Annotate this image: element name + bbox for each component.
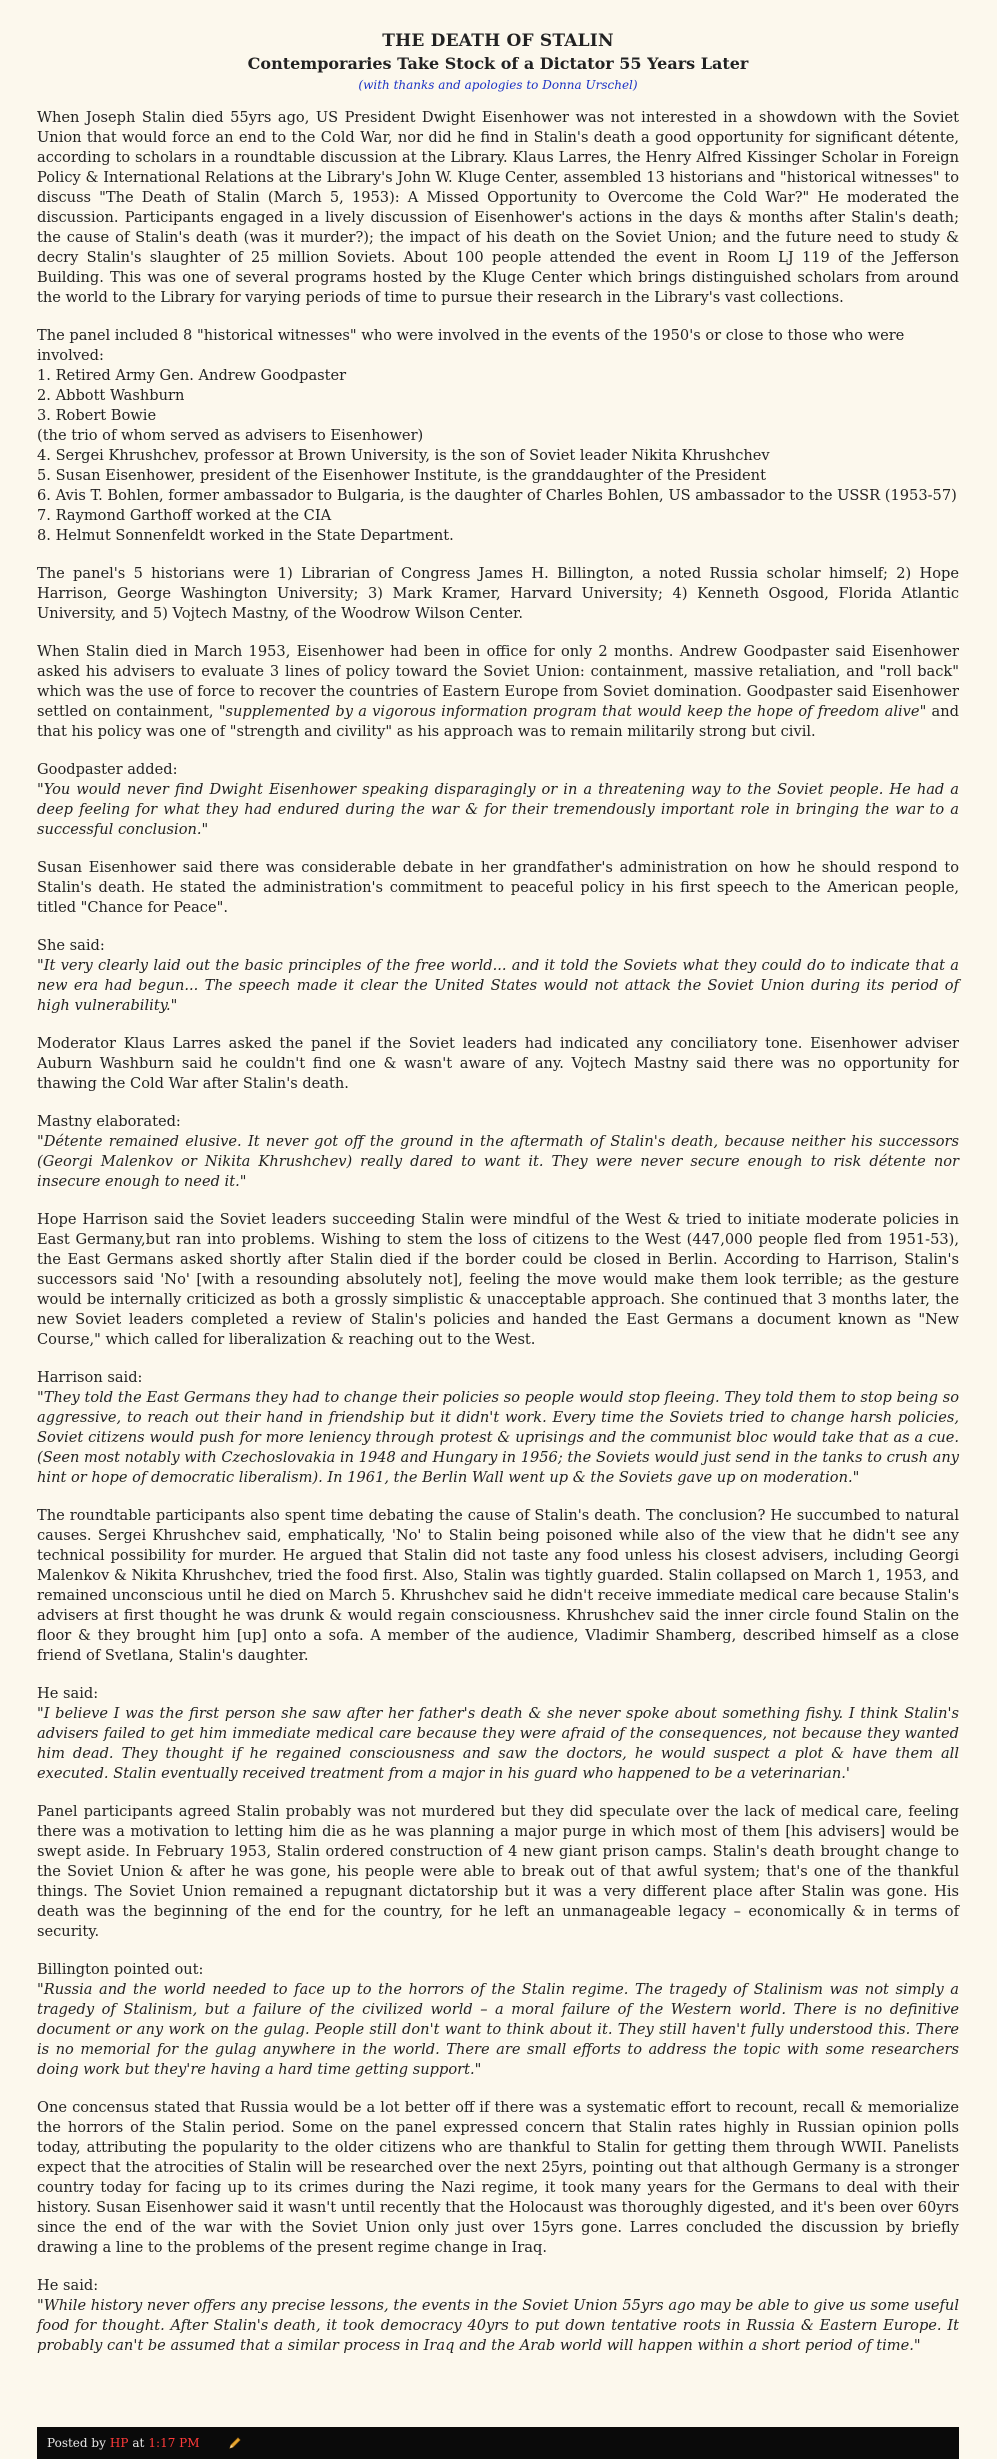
susan-quote: "It very clearly laid out the basic principles of the free world... and it told the Soviets what they could do to indicate that a new era had begun... The speech made it clear the United States would not attack the Soviet Union during its period of high vulnerability." bbox=[37, 957, 959, 1014]
intro-paragraph: When Joseph Stalin died 55yrs ago, US President Dwight Eisenhower was not interested in a showdown with the Soviet Union that would force an end to the Cold War, nor did he find in Stalin's death a good opportunity for significant détente, according to scholars in a roundtable discussion at the Library. Klaus Larres, the Henry Alfred Kissinger Scholar in Foreign Policy & International Relations at the Library's John W. Kluge Center, assembled 13 historians and "historical witnesses" to discuss "The Death of Stalin (March 5, 1953): A Missed Opportunity to Overcome the Cold War?" He moderated the discussion. Participants engaged in a lively discussion of Eisenhower's actions in the days & months after Stalin's death; the cause of Stalin's death (was it murder?); the impact of his death on the Soviet Union; and the future need to study & decry Stalin's slaughter of 25 million Soviets. About 100 people attended the event in Room LJ 119 of the Jefferson Building. This was one of several programs hosted by the Kluge Center which brings distinguished scholars from around the world to the Library for varying periods of time to pursue their research in the Library's vast collections. bbox=[37, 109, 959, 306]
quote-label: She said: bbox=[37, 937, 105, 954]
cause-paragraph: The roundtable participants also spent time debating the cause of Stalin's death. The conclusion? He succumbed to natural causes. Sergei Khrushchev said, emphatically, 'No' to Stalin being poisoned while also of the view that he didn't see any technical possibility for murder. He argued that Stalin did not taste any food unless his closest advisers, including Georgi Malenkov & Nikita Khrushchev, tried the food first. Also, Stalin was tightly guarded. Stalin collapsed on March 1, 1953, and remained unconscious until he died on March 5. Khrushchev said he didn't receive immediate medical care because Stalin's advisers at first thought he was drunk & would regain consciousness. Khrushchev said the inner circle found Stalin on the floor & they brought him [up] onto a sofa. A member of the audience, Vladimir Shamberg, described himself as a close friend of Svetlana, Stalin's daughter. bbox=[37, 1507, 959, 1664]
quote-label: He said: bbox=[37, 2277, 99, 2294]
timestamp-link[interactable]: 1:17 PM bbox=[148, 2436, 200, 2450]
list-item: 6. Avis T. Bohlen, former ambassador to Bulgaria, is the daughter of Charles Bohlen, US ambassador to the USSR (1953-57) bbox=[37, 487, 957, 504]
post-footer bbox=[37, 2427, 959, 2459]
panel-intro: The panel included 8 "historical witnesses" who were involved in the events of the 1950's or close to those who were involved: bbox=[37, 327, 905, 364]
list-item: 4. Sergei Khrushchev, professor at Brown University, is the son of Soviet leader Nikita Khrushchev bbox=[37, 447, 770, 464]
panel-agreed-paragraph: Panel participants agreed Stalin probably was not murdered but they did speculate over the lack of medical care, feeling there was a motivation to letting him die as he was planning a major purge in which most of them [his advisers] would be swept aside. In February 1953, Stalin ordered construction of 4 new giant prison camps. Stalin's death brought change to the Soviet Union & after he was gone, his people were able to break out of that awful system; that's one of the thankful things. The Soviet Union remained a repugnant dictatorship but it was a very different place after Stalin was gone. His death was the beginning of the end for the country, for he left an unmanageable legacy – economically & in terms of security. bbox=[37, 1803, 959, 1940]
list-item: (the trio of whom served as advisers to Eisenhower) bbox=[37, 427, 424, 444]
post-subtitle: Contemporaries Take Stock of a Dictator 55 Years Later bbox=[247, 54, 749, 73]
paragraph-text: and that his policy was one of "strength and civility" as his approach was to remain militarily strong but civil. bbox=[37, 703, 959, 740]
harrison-quote: "They told the East Germans they had to change their policies so people would stop fleeing. They told them to stop being so aggressive, to reach out their hand in friendship but it didn't work. Every time the Soviets tried to change harsh policies, Soviet citizens would push for more leniency through protest & uprisings and the communist bloc would take that as a cue. (Seen most notably with Czechoslovakia in 1948 and Hungary in 1956; the Soviets would just send in the tanks to crush any hint or hope of democratic liberalism). In 1961, the Berlin Wall went up & the Soviets gave up on moderation." bbox=[37, 1389, 959, 1486]
at-label: at bbox=[132, 2436, 145, 2450]
billington-quote: "Russia and the world needed to face up to the horrors of the Stalin regime. The tragedy of Stalinism was not simply a tragedy of Stalinism, but a failure of the civilized world – a moral failure of the Western world. There is no definitive document or any work on the gulag. People still don't want to think about it. They still haven't fully understood this. There is no memorial for the gulag anywhere in the world. There are small efforts to address the topic with some researchers doing work but they're having a hard time getting support." bbox=[37, 1981, 959, 2078]
list-item: 2. Abbott Washburn bbox=[37, 387, 185, 404]
historians-paragraph: The panel's 5 historians were 1) Librarian of Congress James H. Billington, a noted Russia scholar himself; 2) Hope Harrison, George Washington University; 3) Mark Kramer, Harvard University; 4) Kenneth Osgood, Florida Atlantic University, and 5) Vojtech Mastny, of the Woodrow Wilson Center. bbox=[37, 565, 959, 622]
mastny-quote: "Détente remained elusive. It never got off the ground in the aftermath of Stalin's death, because neither his successors (Georgi Malenkov or Nikita Khrushchev) really dared to want it. They were never secure enough to risk détente nor insecure enough to need it." bbox=[37, 1133, 959, 1190]
harrison-paragraph: Hope Harrison said the Soviet leaders succeeding Stalin were mindful of the West & tried to initiate moderate policies in East Germany,but ran into problems. Wishing to stem the loss of citizens to the West (447,000 people fled from 1951-53), the East Germans asked shortly after Stalin died if the border could be closed in Berlin. According to Harrison, Stalin's successors said 'No' [with a resounding absolutely not], feeling the move would make them look terrible; as the gesture would be internally criticized as both a grossly simplistic & unacceptable approach. She continued that 3 months later, the new Soviet leaders completed a review of Stalin's policies and handed the East Germans a document known as "New Course," which called for liberalization & reaching out to the West. bbox=[37, 1211, 959, 1348]
goodpaster-quote: "You would never find Dwight Eisenhower speaking disparagingly or in a threatening way to the Soviet people. He had a deep feeling for what they had endured during the war & for their tremendously important role in bringing the war to a successful conclusion." bbox=[37, 781, 959, 838]
quote-label: Billington pointed out: bbox=[37, 1961, 204, 1978]
list-item: 1. Retired Army Gen. Andrew Goodpaster bbox=[37, 367, 347, 384]
author-link[interactable]: HP bbox=[109, 2436, 129, 2450]
quote-label: He said: bbox=[37, 1685, 99, 1702]
moderator-paragraph: Moderator Klaus Larres asked the panel if the Soviet leaders had indicated any conciliatory tone. Eisenhower adviser Auburn Washburn said he couldn't find one & wasn't aware of any. Vojtech Mastny said there was no opportunity for thawing the Cold War after Stalin's death. bbox=[37, 1035, 959, 1092]
shamberg-quote: "I believe I was the first person she saw after her father's death & she never spoke about something fishy. I think Stalin's advisers failed to get him immediate medical care because they were afraid of the consequences, not because they wanted him dead. They thought if he regained consciousness and saw the doctors, he would suspect a plot & have them all executed. Stalin eventually received treatment from a major in his guard who happened to be a veterinarian.' bbox=[37, 1705, 959, 1782]
paragraph-text: When Stalin died in March 1953, Eisenhower had been in office for only 2 months. Andrew Goodpaster said Eisenhower asked his advisers to evaluate 3 lines of policy toward the Soviet Union: containment, massive retaliation, and "roll back" which was the use of force to recover the countries of Eastern Europe from Soviet domination. Goodpaster said Eisenhower settled on containment, bbox=[37, 643, 959, 720]
march-1953-paragraph bbox=[37, 642, 959, 742]
list-item: 8. Helmut Sonnenfeldt worked in the State Department. bbox=[37, 527, 454, 544]
larres-quote: "While history never offers any precise lessons, the events in the Soviet Union 55yrs ago may be able to give us some useful food for thought. After Stalin's death, it took democracy 40yrs to put down tentative roots in Russia & Eastern Europe. It probably can't be assumed that a similar process in Iraq and the Arab world will happen within a short period of time." bbox=[37, 2297, 959, 2354]
susan-paragraph: Susan Eisenhower said there was considerable debate in her grandfather's administration on how he should respond to Stalin's death. He stated the administration's commitment to peaceful policy in his first speech to the American people, titled "Chance for Peace". bbox=[37, 859, 959, 916]
credit-line: (with thanks and apologies to Donna Urschel) bbox=[358, 78, 638, 92]
quote-label: Goodpaster added: bbox=[37, 761, 178, 778]
list-item: 7. Raymond Garthoff worked at the CIA bbox=[37, 507, 332, 524]
quote-label: Harrison said: bbox=[37, 1369, 143, 1386]
list-item: 5. Susan Eisenhower, president of the Eisenhower Institute, is the granddaughter of the President bbox=[37, 467, 766, 484]
consensus-paragraph: One concensus stated that Russia would be a lot better off if there was a systematic effort to recount, recall & memorialize the horrors of the Stalin period. Some on the panel expressed concern that Stalin rates highly in Russian opinion polls today, attributing the popularity to the older citizens who are thankful to Stalin for getting them through WWII. Panelists expect that the atrocities of Stalin will be researched over the next 25yrs, pointing out that although Germany is a stronger country today for facing up to its crimes during the Nazi regime, it took many years for the Germans to deal with their history. Susan Eisenhower said it wasn't until recently that the Holocaust was thoroughly digested, and it's been over 60yrs since the end of the war with the Soviet Union only just over 15yrs gone. Larres concluded the discussion by briefly drawing a line to the problems of the present regime change in Iraq. bbox=[37, 2099, 959, 2256]
inline-quote: "supplemented by a vigorous information program that would keep the hope of freedom alive" bbox=[218, 703, 927, 720]
list-item: 3. Robert Bowie bbox=[37, 407, 157, 424]
quote-label: Mastny elaborated: bbox=[37, 1113, 181, 1130]
post-title: THE DEATH OF STALIN bbox=[382, 31, 614, 51]
article bbox=[37, 30, 959, 2374]
pencil-icon[interactable] bbox=[228, 2436, 242, 2450]
witness-list bbox=[37, 326, 959, 546]
posted-by-label: Posted by bbox=[47, 2436, 106, 2450]
